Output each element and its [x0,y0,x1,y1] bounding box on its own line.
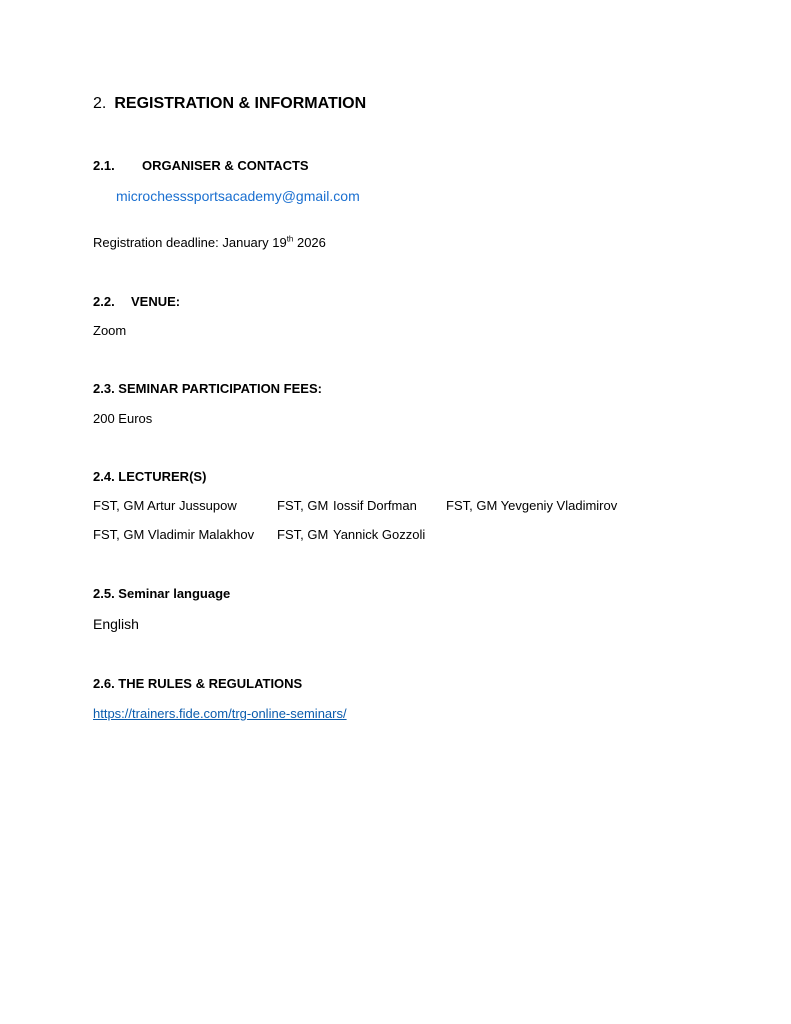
lecturers-heading: 2.4. LECTURER(S) [93,469,207,484]
organiser-title: ORGANISER & CONTACTS [142,158,309,173]
organiser-number: 2.1. [93,158,115,173]
organiser-email-link[interactable]: microchesssportsacademy@gmail.com [116,188,360,204]
lecturer-name: Yannick Gozzoli [333,527,426,542]
fees-heading: 2.3. SEMINAR PARTICIPATION FEES: [93,381,322,396]
deadline-year: 2026 [293,235,326,250]
lecturer-item: FST, GM Yevgeniy Vladimirov [446,498,618,513]
rules-heading: 2.6. THE RULES & REGULATIONS [93,676,303,691]
venue-title: VENUE: [131,294,181,309]
deadline-superscript: th [286,234,294,244]
language-heading: 2.5. Seminar language [93,586,231,601]
venue-value: Zoom [93,323,127,338]
lecturer-name: Iossif Dorfman [333,498,417,513]
lecturer-item: FST, GM Vladimir Malakhov [93,527,255,542]
venue-number: 2.2. [93,294,115,309]
language-value: English [93,616,139,632]
rules-link[interactable]: https://trainers.fide.com/trg-online-seminars/ [93,706,347,721]
registration-deadline [93,235,326,250]
section-number: 2. [93,95,107,112]
lecturer-item: FST, GM Artur Jussupow [93,498,237,513]
lecturer-title: FST, GM [277,527,329,542]
lecturer-title: FST, GM [277,498,329,513]
deadline-prefix: Registration deadline: January 19 [93,235,287,250]
section-title: REGISTRATION & INFORMATION [114,95,367,112]
fees-value: 200 Euros [93,411,153,426]
section-heading [93,95,366,113]
